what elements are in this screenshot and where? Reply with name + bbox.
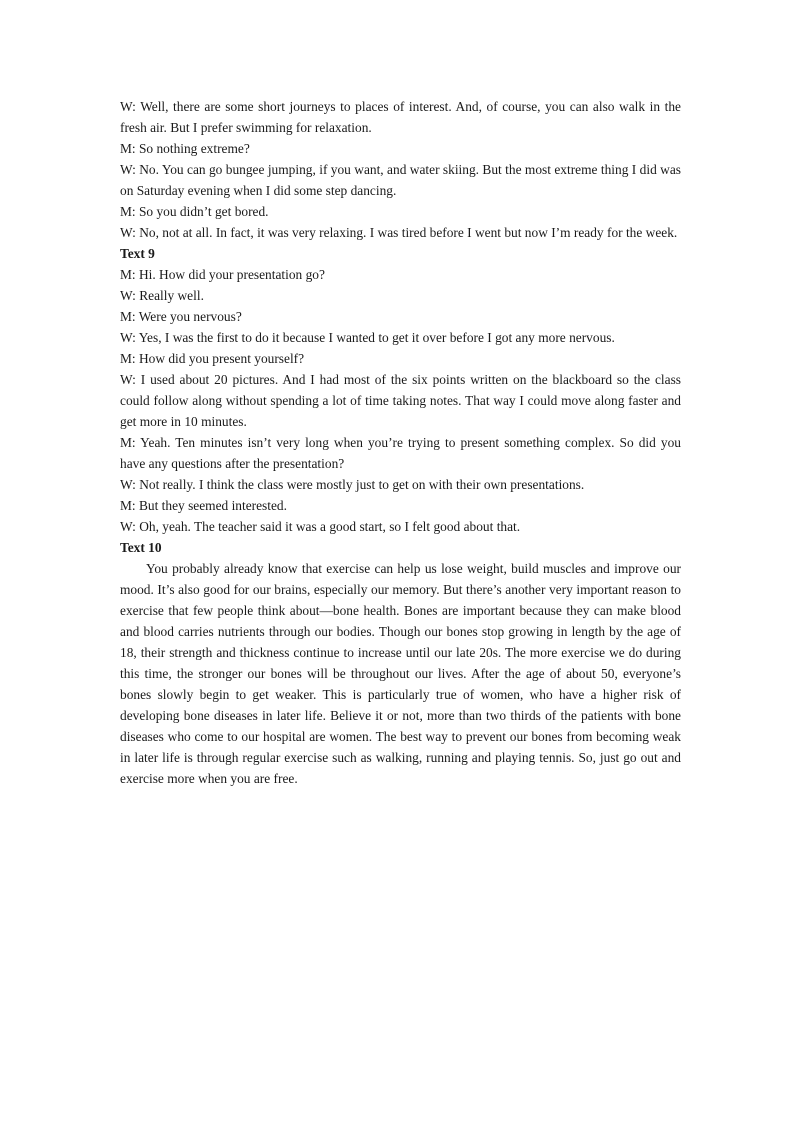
dialogue-line: W: No. You can go bungee jumping, if you want, and water skiing. But the most extreme thing I did was on Saturday evening when I did some step dancing. bbox=[120, 162, 681, 198]
dialogue-line: W: Yes, I was the first to do it because I wanted to get it over before I got any more nervous. bbox=[120, 330, 615, 345]
section-heading-text-10: Text 10 bbox=[120, 540, 162, 555]
dialogue-line: W: No, not at all. In fact, it was very relaxing. I was tired before I went but now I’m ready for the week. bbox=[120, 225, 678, 240]
dialogue-line: W: Really well. bbox=[120, 288, 204, 303]
section-heading-text-9: Text 9 bbox=[120, 246, 155, 261]
dialogue-line: M: How did you present yourself? bbox=[120, 351, 305, 366]
dialogue-line: W: Not really. I think the class were mostly just to get on with their own presentations. bbox=[120, 477, 585, 492]
dialogue-line: W: Well, there are some short journeys to places of interest. And, of course, you can also walk in the fresh air. But I prefer swimming for relaxation. bbox=[120, 99, 681, 135]
dialogue-line: M: Hi. How did your presentation go? bbox=[120, 267, 325, 282]
dialogue-line: W: I used about 20 pictures. And I had most of the six points written on the blackboard so the class could follow along without spending a lot of time taking notes. That way I could move along faster and get more in 10 minutes. bbox=[120, 372, 681, 429]
dialogue-line: M: But they seemed interested. bbox=[120, 498, 287, 513]
dialogue-line: M: So you didn’t get bored. bbox=[120, 204, 269, 219]
passage-paragraph: You probably already know that exercise can help us lose weight, build muscles and improve our mood. It’s also good for our brains, especially our memory. But there’s another very important reason to exercise that few people think about—bone health. Bones are important because they can make blood and blood carries nutrients through our bodies. Though our bones stop growing in length by the age of 18, their strength and thickness continue to increase until our late 20s. The more exercise we do during this time, the stronger our bones will be throughout our lives. After the age of about 50, everyone’s bones slowly begin to get weaker. This is particularly true of women, who have a higher risk of developing bone diseases in later life. Believe it or not, more than two thirds of the patients with bone diseases who come to our hospital are women. The best way to prevent our bones from becoming weak in later life is through regular exercise such as walking, running and playing tennis. So, just go out and exercise more when you are free. bbox=[120, 561, 681, 786]
document-page bbox=[120, 96, 681, 789]
dialogue-line: M: So nothing extreme? bbox=[120, 141, 250, 156]
dialogue-line: M: Were you nervous? bbox=[120, 309, 242, 324]
dialogue-line: M: Yeah. Ten minutes isn’t very long when you’re trying to present something complex. So did you have any questions after the presentation? bbox=[120, 435, 681, 471]
dialogue-line: W: Oh, yeah. The teacher said it was a good start, so I felt good about that. bbox=[120, 519, 521, 534]
